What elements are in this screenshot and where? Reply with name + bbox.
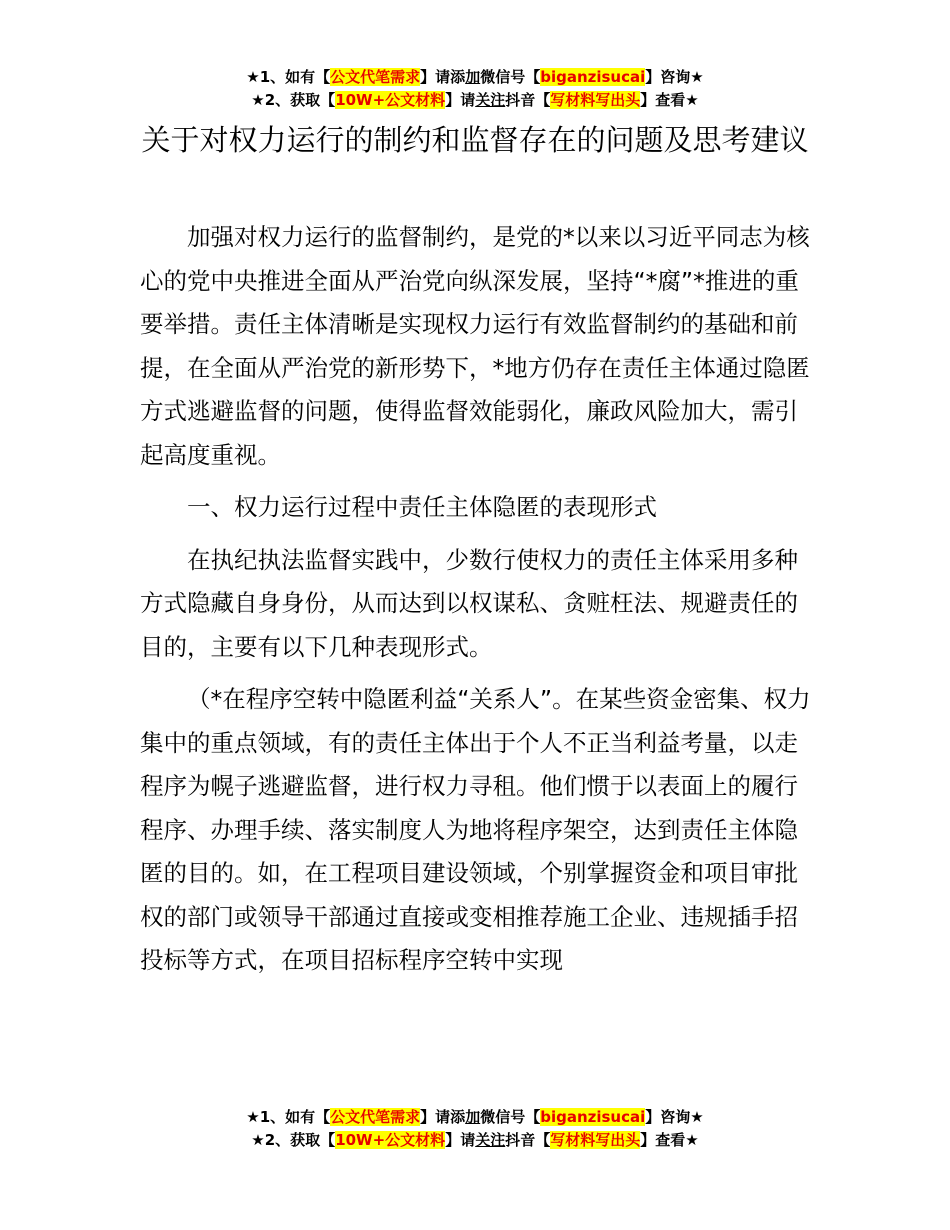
banner-highlight: 公文代笔需求 [330,1108,421,1126]
banner-highlight: 10W+公文材料 [335,1131,446,1149]
banner-text: 】咨询★ [645,1108,704,1126]
banner-text: 抖音【 [505,91,551,109]
paragraph: 在执纪执法监督实践中，少数行使权力的责任主体采用多种方式隐藏自身身份，从而达到以权谋私、贪赃枉法、规避责任的目的，主要有以下几种表现形式。 [140,545,798,661]
banner-highlight: 公文代笔需求 [330,68,421,86]
banner-highlight: biganzisucai [540,1108,646,1126]
banner-line-1 [0,66,950,89]
banner-text: 】请 [445,91,476,109]
banner-highlight: biganzisucai [540,68,646,86]
banner-text: 】查看★ [640,1131,699,1149]
banner-highlight: 写材料写出头 [550,1131,641,1149]
banner-text: 】请 [445,1131,476,1149]
banner-line-2 [0,1129,950,1152]
footer-banner [0,1106,950,1152]
banner-text: ★2、获取【 [251,1131,336,1149]
banner-line-2 [0,89,950,112]
banner-highlight: 写材料写出头 [550,91,641,109]
document-title: 关于对权力运行的制约和监督存在的问题及思考建议 [141,123,809,157]
document-body [140,216,820,992]
banner-text: 】请添 [420,1108,466,1126]
header-banner [0,66,950,112]
banner-line-1 [0,1106,950,1129]
banner-underlined: 关注 [475,1131,506,1149]
banner-text: ★1、如有【 [246,1108,331,1126]
banner-text: ★2、获取【 [251,91,336,109]
banner-highlight: 10W+公文材料 [335,91,446,109]
banner-text: 抖音【 [505,1131,551,1149]
banner-text: ★1、如有【 [246,68,331,86]
section-heading: 一、权力运行过程中责任主体隐匿的表现形式 [187,493,657,521]
banner-text: 微信号【 [480,1108,541,1126]
banner-underlined: 加 [465,1108,481,1126]
banner-text: 】请添 [420,68,466,86]
banner-text: 】查看★ [640,91,699,109]
paragraph: （*在程序空转中隐匿利益“关系人”。在某些资金密集、权力集中的重点领域，有的责任主体出于个人不正当利益考量，以走程序为幌子逃避监督，进行权力寻租。他们惯于以表面上的履行程序、办理手续、落实制度人为地将程序架空，达到责任主体隐匿的目的。如，在工程项目建设领域，个别掌握资金和项目审批权的部门或领导干部通过直接或变相推荐施工企业、违规插手招投标等方式，在项目招标程序空转中实现 [140,685,811,974]
banner-underlined: 关注 [475,91,506,109]
paragraph: 加强对权力运行的监督制约，是党的*以来以习近平同志为核心的党中央推进全面从严治党向纵深发展，坚持“*腐”*推进的重要举措。责任主体清晰是实现权力运行有效监督制约的基础和前提，在全面从严治党的新形势下，*地方仍存在责任主体通过隐匿方式逃避监督的问题，使得监督效能弱化，廉政风险加大，需引起高度重视。 [140,223,810,469]
banner-underlined: 加 [465,68,481,86]
banner-text: 微信号【 [480,68,541,86]
banner-text: 】咨询★ [645,68,704,86]
